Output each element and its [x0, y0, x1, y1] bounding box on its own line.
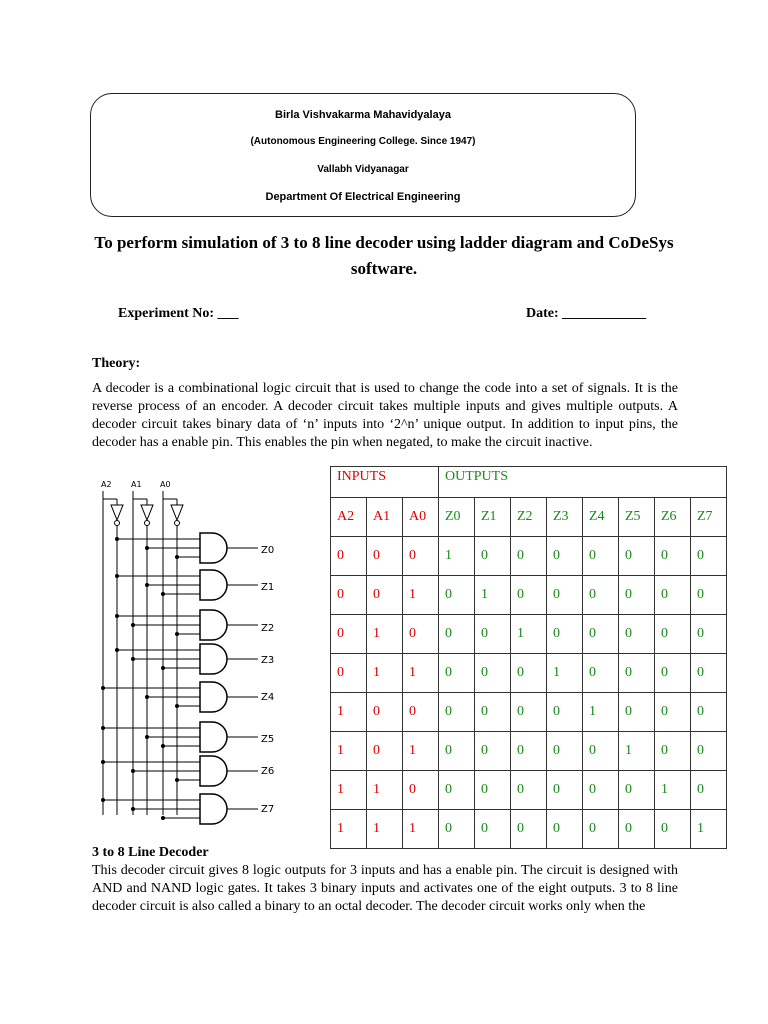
- table-cell: 0: [547, 693, 583, 732]
- city-line: Vallabh Vidyanagar: [317, 164, 409, 175]
- table-cell: 0: [547, 810, 583, 849]
- table-cell: 0: [475, 654, 511, 693]
- table-cell: 0: [475, 771, 511, 810]
- table-cell: 0: [475, 615, 511, 654]
- table-cell: 0: [367, 732, 403, 771]
- table-cell: 0: [367, 537, 403, 576]
- table-cell: 0: [547, 771, 583, 810]
- table-cell: 0: [331, 537, 367, 576]
- junction-dot: [175, 555, 179, 559]
- output-label-z0: Z0: [261, 545, 275, 556]
- table-cell: 0: [475, 537, 511, 576]
- table-cell: 1: [547, 654, 583, 693]
- table-cell: 0: [691, 693, 727, 732]
- junction-dot: [161, 666, 165, 670]
- table-cell: 0: [547, 732, 583, 771]
- table-row: [331, 615, 727, 654]
- table-cell: 0: [439, 615, 475, 654]
- table-cell: 0: [691, 615, 727, 654]
- output-label-z6: Z6: [261, 766, 275, 777]
- table-cell: 1: [439, 537, 475, 576]
- table-cell: 1: [583, 693, 619, 732]
- column-header-row: [331, 498, 727, 537]
- table-cell: 1: [511, 615, 547, 654]
- table-cell: 0: [403, 537, 439, 576]
- column-header: Z3: [547, 498, 583, 537]
- institution-header-box: [90, 93, 636, 217]
- table-row: [331, 576, 727, 615]
- table-cell: 0: [511, 576, 547, 615]
- table-cell: 0: [619, 654, 655, 693]
- table-cell: 1: [403, 732, 439, 771]
- table-cell: 0: [583, 615, 619, 654]
- table-cell: 0: [583, 771, 619, 810]
- table-cell: 1: [331, 732, 367, 771]
- junction-dot: [101, 686, 105, 690]
- table-row: [331, 693, 727, 732]
- and-gate: [200, 570, 227, 600]
- inputs-group-header: INPUTS: [331, 467, 439, 498]
- table-cell: 1: [475, 576, 511, 615]
- output-label-z4: Z4: [261, 692, 275, 703]
- output-label-z2: Z2: [261, 623, 275, 634]
- table-cell: 0: [439, 576, 475, 615]
- table-cell: 0: [331, 576, 367, 615]
- column-header: Z7: [691, 498, 727, 537]
- group-header-row: [331, 467, 727, 498]
- institution-name: Birla Vishvakarma Mahavidyalaya: [275, 109, 451, 121]
- table-cell: 1: [619, 732, 655, 771]
- table-cell: 0: [511, 537, 547, 576]
- junction-dot: [131, 657, 135, 661]
- table-cell: 0: [547, 615, 583, 654]
- table-cell: 0: [547, 576, 583, 615]
- column-header: Z0: [439, 498, 475, 537]
- table-cell: 0: [619, 693, 655, 732]
- table-cell: 1: [367, 771, 403, 810]
- junction-dot: [161, 816, 165, 820]
- table-cell: 0: [619, 810, 655, 849]
- table-cell: 0: [367, 576, 403, 615]
- and-gate: [200, 644, 227, 674]
- and-gate: [200, 610, 227, 640]
- table-cell: 0: [583, 732, 619, 771]
- table-cell: 0: [655, 576, 691, 615]
- column-header: Z6: [655, 498, 691, 537]
- table-cell: 0: [439, 810, 475, 849]
- junction-dot: [161, 592, 165, 596]
- theory-paragraph: A decoder is a combinational logic circuit that is used to change the code into a set of signals. It is the reverse process of an encoder. A decoder circuit takes multiple inputs and gives multiple outputs. A decoder circuit takes binary data of ‘n’ inputs into ‘2^n’ unique output. In addition to input pins, the decoder has a enable pin. This enables the pin when negated, to make the circuit inactive.: [92, 381, 678, 450]
- table-cell: 1: [367, 654, 403, 693]
- table-cell: 0: [331, 654, 367, 693]
- and-gates-group: [101, 533, 258, 824]
- experiment-number: Experiment No: ___: [118, 306, 239, 321]
- decoder-circuit-diagram: [95, 475, 295, 830]
- junction-dot: [101, 798, 105, 802]
- theory-heading: Theory:: [92, 356, 141, 371]
- table-cell: 0: [619, 615, 655, 654]
- table-cell: 1: [403, 654, 439, 693]
- input-label-a2: A2: [101, 480, 112, 489]
- table-row: [331, 537, 727, 576]
- table-cell: 0: [403, 771, 439, 810]
- table-row: [331, 654, 727, 693]
- table-cell: 1: [403, 576, 439, 615]
- column-header: Z1: [475, 498, 511, 537]
- table-cell: 0: [511, 654, 547, 693]
- junction-dot: [145, 695, 149, 699]
- output-label-z3: Z3: [261, 655, 275, 666]
- autonomous-line: (Autonomous Engineering College. Since 1947): [250, 136, 476, 147]
- table-cell: 0: [439, 732, 475, 771]
- junction-dot: [145, 735, 149, 739]
- table-cell: 0: [619, 537, 655, 576]
- table-cell: 1: [331, 810, 367, 849]
- truth-table: [330, 466, 727, 849]
- and-gate: [200, 722, 227, 752]
- table-cell: 0: [475, 693, 511, 732]
- table-cell: 0: [619, 771, 655, 810]
- output-label-z7: Z7: [261, 804, 275, 815]
- junction-dot: [115, 648, 119, 652]
- output-label-z1: Z1: [261, 582, 275, 593]
- junction-dot: [131, 769, 135, 773]
- junction-dot: [115, 574, 119, 578]
- column-header: A1: [367, 498, 403, 537]
- column-header: Z4: [583, 498, 619, 537]
- input-label-a1: A1: [131, 480, 142, 489]
- and-gate: [200, 756, 227, 786]
- table-cell: 0: [439, 693, 475, 732]
- and-gate: [200, 533, 227, 563]
- table-row: [331, 771, 727, 810]
- page-title: To perform simulation of 3 to 8 line decoder using ladder diagram and CoDeSys software.: [94, 233, 674, 278]
- table-cell: 0: [439, 771, 475, 810]
- table-cell: 0: [403, 615, 439, 654]
- table-cell: 0: [331, 615, 367, 654]
- junction-dot: [175, 704, 179, 708]
- table-cell: 1: [403, 810, 439, 849]
- date-field: Date: ____________: [526, 306, 647, 321]
- table-cell: 0: [439, 654, 475, 693]
- table-cell: 0: [367, 693, 403, 732]
- decoder-heading: 3 to 8 Line Decoder: [92, 845, 209, 860]
- table-cell: 0: [691, 654, 727, 693]
- output-label-z5: Z5: [261, 734, 275, 745]
- table-cell: 0: [475, 732, 511, 771]
- junction-dot: [101, 726, 105, 730]
- junction-dot: [175, 632, 179, 636]
- table-cell: 0: [655, 537, 691, 576]
- junction-dot: [145, 546, 149, 550]
- output-labels: [261, 545, 274, 815]
- table-cell: 0: [691, 771, 727, 810]
- table-cell: 1: [691, 810, 727, 849]
- column-header: Z5: [619, 498, 655, 537]
- junction-dot: [175, 778, 179, 782]
- junction-dot: [145, 583, 149, 587]
- outputs-group-header: OUTPUTS: [439, 467, 727, 498]
- table-cell: 0: [475, 810, 511, 849]
- table-row: [331, 810, 727, 849]
- input-label-a0: A0: [160, 480, 171, 489]
- table-cell: 0: [691, 537, 727, 576]
- table-cell: 1: [367, 810, 403, 849]
- table-cell: 1: [331, 771, 367, 810]
- and-gate: [200, 682, 227, 712]
- junction-dot: [161, 744, 165, 748]
- table-row: [331, 732, 727, 771]
- table-cell: 0: [583, 537, 619, 576]
- decoder-paragraph: This decoder circuit gives 8 logic outputs for 3 inputs and has a enable pin. The circuit is designed with AND and NAND logic gates. It takes 3 binary inputs and activates one of the eight outputs. 3 to 8 line decoder circuit is also called a binary to an octal decoder. The decoder circuit works only when the: [92, 863, 678, 914]
- table-cell: 0: [583, 810, 619, 849]
- department-name: Department Of Electrical Engineering: [265, 191, 461, 203]
- junction-dot: [115, 537, 119, 541]
- table-cell: 0: [583, 576, 619, 615]
- table-cell: 1: [655, 771, 691, 810]
- column-header: A2: [331, 498, 367, 537]
- junction-dot: [131, 623, 135, 627]
- table-cell: 0: [511, 693, 547, 732]
- table-cell: 0: [619, 576, 655, 615]
- column-header: Z2: [511, 498, 547, 537]
- table-cell: 1: [331, 693, 367, 732]
- table-cell: 0: [511, 771, 547, 810]
- table-cell: 1: [367, 615, 403, 654]
- table-cell: 0: [655, 654, 691, 693]
- junction-dot: [131, 807, 135, 811]
- table-cell: 0: [691, 732, 727, 771]
- junction-dot: [115, 614, 119, 618]
- table-cell: 0: [691, 576, 727, 615]
- table-cell: 0: [547, 537, 583, 576]
- table-cell: 0: [655, 615, 691, 654]
- table-cell: 0: [583, 654, 619, 693]
- junction-dot: [101, 760, 105, 764]
- table-cell: 0: [655, 810, 691, 849]
- table-cell: 0: [403, 693, 439, 732]
- table-cell: 0: [655, 693, 691, 732]
- and-gate: [200, 794, 227, 824]
- column-header: A0: [403, 498, 439, 537]
- table-cell: 0: [511, 732, 547, 771]
- table-cell: 0: [511, 810, 547, 849]
- table-cell: 0: [655, 732, 691, 771]
